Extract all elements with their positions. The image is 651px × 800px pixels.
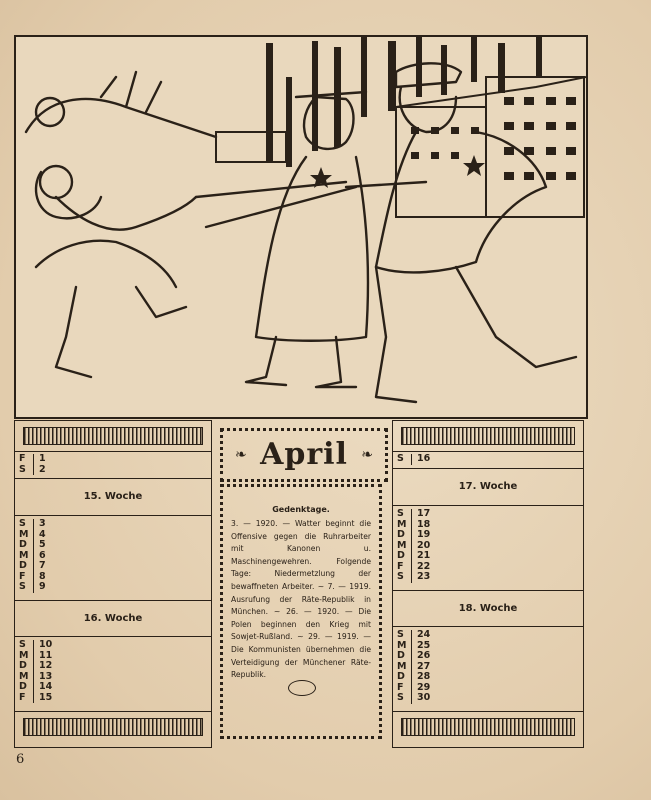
- day-row: D 12: [15, 661, 211, 672]
- commemoration-title: Gedenktage.: [272, 505, 330, 514]
- day-row: S 17: [393, 509, 583, 520]
- calendar-grid: [14, 420, 584, 748]
- days-block-3: [393, 626, 583, 712]
- week-label-18: 18. Woche: [458, 603, 518, 614]
- hatched-band: [23, 718, 203, 736]
- hatched-band: [401, 427, 575, 445]
- month-title: April: [260, 437, 348, 472]
- day-row: M 20: [393, 541, 583, 552]
- hatched-band: [23, 427, 203, 445]
- day-row: F 29: [393, 683, 583, 694]
- day-row: S 9: [15, 582, 211, 593]
- day-row: D 26: [393, 651, 583, 662]
- week-label-15: 15. Woche: [83, 491, 143, 502]
- ornament-left-icon: ❧: [235, 447, 247, 463]
- day-row: D 19: [393, 530, 583, 541]
- day-row: S 16: [393, 454, 583, 465]
- days-block-3: [15, 636, 211, 712]
- day-row: M 6: [15, 551, 211, 562]
- day-row: D 28: [393, 672, 583, 683]
- day-row: M 25: [393, 641, 583, 652]
- day-row: S 30: [393, 693, 583, 704]
- middle-column: [214, 420, 388, 746]
- day-row: S 23: [393, 572, 583, 583]
- day-row: S 2: [15, 465, 211, 476]
- day-row: F 22: [393, 562, 583, 573]
- day-row: S 10: [15, 640, 211, 651]
- day-row: S 3: [15, 519, 211, 530]
- week-label-17: 17. Woche: [458, 481, 518, 492]
- day-row: F 8: [15, 572, 211, 583]
- illustration: [14, 35, 588, 419]
- day-row: D 14: [15, 682, 211, 693]
- days-block-1: [393, 451, 583, 469]
- day-row: M 4: [15, 530, 211, 541]
- day-row: M 13: [15, 672, 211, 683]
- day-row: D 7: [15, 561, 211, 572]
- days-block-2: [393, 505, 583, 591]
- days-block-1: [15, 451, 211, 479]
- commemoration-box: [220, 484, 382, 739]
- day-row: F 15: [15, 693, 211, 704]
- illustration-drawing: [16, 37, 586, 417]
- day-row: S 24: [393, 630, 583, 641]
- commemoration-text: 3. — 1920. — Watter beginnt die Offensive gegen die Ruhrarbeiter mit Kanonen u. Maschinengewehren. Folgende Tage: Niedermetzlung der bewaffneten Arbeiter. ~ 7. — 1919. Ausrufung der Räte-Republik in München. ~ 26. — 1920. — Die Polen beginnen den Krieg mit Sowjet-Rußland. ~ 29. — 1919. — Die Kommunisten übernehmen die Verteidigung der Münchener Räte-Republik.: [231, 519, 371, 680]
- day-row: F 1: [15, 454, 211, 465]
- day-row: M 18: [393, 520, 583, 531]
- ornament-right-icon: ❧: [361, 447, 373, 463]
- page-number: 6: [16, 752, 25, 767]
- hatched-band: [401, 718, 575, 736]
- emblem-icon: [288, 680, 316, 696]
- day-row: M 27: [393, 662, 583, 673]
- day-row: D 21: [393, 551, 583, 562]
- week-label-16: 16. Woche: [83, 613, 143, 624]
- right-calendar-column: [392, 420, 584, 748]
- day-row: D 5: [15, 540, 211, 551]
- left-calendar-column: [14, 420, 212, 748]
- days-block-2: [15, 515, 211, 601]
- day-row: M 11: [15, 651, 211, 662]
- month-title-box: [220, 428, 388, 482]
